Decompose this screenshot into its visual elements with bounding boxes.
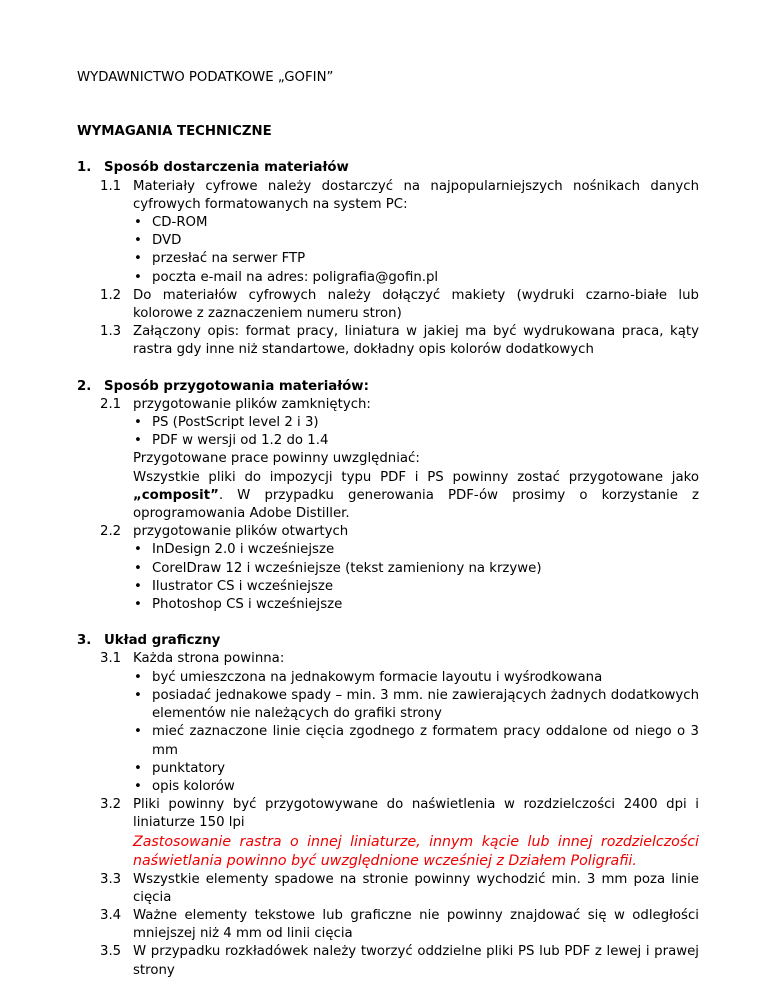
- item-number: 1.2: [100, 287, 122, 303]
- section-heading: [77, 378, 699, 396]
- bullet-text: Ilustrator CS i wcześniejsze: [152, 578, 334, 594]
- list-item: [77, 578, 699, 596]
- bullet-text: Photoshop CS i wcześniejsze: [152, 597, 343, 613]
- list-item: [77, 687, 699, 723]
- item-text: przygotowanie plików otwartych: [133, 524, 349, 540]
- list-item: [77, 760, 699, 778]
- bullet-icon: •: [134, 760, 142, 776]
- item-1-1: [77, 178, 699, 214]
- item-1-2: [77, 287, 699, 323]
- paragraph-text: Wszystkie pliki do impozycji typu PDF i PS powinny zostać przygotowane jako: [133, 469, 699, 485]
- item-number: 3.5: [100, 944, 122, 960]
- paragraph-text: . W przypadku generowania PDF-ów prosimy o korzystanie z oprogramowania Adobe Distiller.: [133, 487, 699, 522]
- list-item: [77, 250, 699, 268]
- bullet-text: PDF w wersji od 1.2 do 1.4: [152, 433, 329, 449]
- list-item: [77, 414, 699, 432]
- section-number: 1.: [77, 160, 92, 176]
- bullet-text: DVD: [152, 233, 182, 249]
- item-number: 2.2: [100, 524, 122, 540]
- item-text: Ważne elementy tekstowe lub graficzne nie powinny znajdować się w odległości mniejszej niż 4 mm od linii cięcia: [133, 907, 699, 942]
- item-text: W przypadku rozkładówek należy tworzyć oddzielne pliki PS lub PDF z lewej i prawej strony: [133, 944, 699, 978]
- section-number: 2.: [77, 378, 92, 394]
- bullet-icon: •: [134, 542, 142, 558]
- bullet-icon: •: [134, 778, 142, 794]
- section-heading: [77, 632, 699, 650]
- list-item: [77, 232, 699, 250]
- list-item: [77, 596, 699, 614]
- bullet-text: CorelDraw 12 i wcześniejsze (tekst zamieniony na krzywe): [152, 560, 542, 576]
- bullet-icon: •: [134, 687, 142, 703]
- bullet-icon: •: [134, 269, 142, 285]
- section-title: Sposób dostarczenia materiałów: [104, 160, 349, 176]
- list-item: [77, 778, 699, 796]
- document-title: WYMAGANIA TECHNICZNE: [77, 124, 272, 140]
- bullet-icon: •: [134, 215, 142, 231]
- bullet-icon: •: [134, 415, 142, 431]
- item-number: 2.1: [100, 396, 122, 412]
- item-number: 3.3: [100, 871, 122, 887]
- item-2-1-note: Przygotowane prace powinny uwzględniać:: [133, 451, 420, 467]
- item-text: przygotowanie plików zamkniętych:: [133, 396, 371, 412]
- bullet-icon: •: [134, 724, 142, 740]
- section-heading: [77, 159, 699, 177]
- item-3-5: [77, 943, 699, 979]
- item-2-1: [77, 396, 699, 414]
- list-item: [77, 432, 699, 450]
- list-item: [77, 560, 699, 578]
- item-number: 1.3: [100, 324, 122, 340]
- bullet-text: PS (PostScript level 2 i 3): [152, 415, 319, 431]
- list-item: [77, 723, 699, 759]
- list-item: [77, 214, 699, 232]
- bullet-icon: •: [134, 251, 142, 267]
- bullet-icon: •: [134, 433, 142, 449]
- item-text: Materiały cyfrowe należy dostarczyć na najpopularniejszych nośnikach danych cyfrowych formatowanych na system PC:: [133, 178, 699, 212]
- item-text: Wszystkie elementy spadowe na stronie powinny wychodzić min. 3 mm poza linie cięcia: [133, 871, 699, 905]
- item-text: Załączony opis: format pracy, liniatura w jakiej ma być wydrukowana praca, kąty rastra gdy inne niż standartowe, dokładny opis kolorów dodatkowych: [133, 324, 699, 358]
- bullet-text: posiadać jednakowe spady – min. 3 mm. nie zawierających żadnych dodatkowych elementów nie należących do grafiki strony: [152, 687, 699, 722]
- item-1-3: [77, 323, 699, 359]
- item-number: 3.2: [100, 797, 122, 813]
- bullet-text: być umieszczona na jednakowym formacie layoutu i wyśrodkowana: [152, 669, 603, 685]
- bullet-icon: •: [134, 578, 142, 594]
- list-item: [77, 541, 699, 559]
- item-3-4: [77, 907, 699, 943]
- document-page: [77, 69, 699, 998]
- item-3-3: [77, 871, 699, 907]
- item-text: Do materiałów cyfrowych należy dołączyć makiety (wydruki czarno-białe lub kolorowe z zaznaczeniem numeru stron): [133, 287, 699, 322]
- item-number: 3.1: [100, 651, 122, 667]
- bullet-text: przesłać na serwer FTP: [152, 251, 306, 267]
- bullet-text: InDesign 2.0 i wcześniejsze: [152, 542, 335, 558]
- warning-note: Zastosowanie rastra o innej liniaturze, innym kącie lub innej rozdzielczości naświetlania powinno być uwzględnione wcześniej z Działem Poligrafii.: [133, 833, 699, 869]
- list-item: [77, 269, 699, 287]
- section-title: Sposób przygotowania materiałów:: [104, 378, 369, 394]
- item-number: 1.1: [100, 178, 122, 194]
- item-text: Pliki powinny być przygotowywane do naświetlenia w rozdzielczości 2400 dpi i liniaturze 150 lpi: [133, 797, 699, 831]
- item-2-1-composit-paragraph: [77, 469, 699, 524]
- bullet-text: mieć zaznaczone linie cięcia zgodnego z formatem pracy oddalone od niego o 3 mm: [152, 724, 699, 758]
- bullet-text: punktatory: [152, 760, 226, 776]
- section-title: Układ graficzny: [104, 633, 221, 649]
- bullet-icon: •: [134, 233, 142, 249]
- item-3-2: [77, 796, 699, 832]
- section-2: [77, 378, 699, 615]
- publisher-line: WYDAWNICTWO PODATKOWE „GOFIN”: [77, 70, 334, 85]
- bullet-icon: •: [134, 560, 142, 576]
- bullet-text: poczta e-mail na adres: poligrafia@gofin.pl: [152, 269, 439, 285]
- item-3-1: [77, 650, 699, 668]
- bullet-icon: •: [134, 669, 142, 685]
- bullet-icon: •: [134, 597, 142, 613]
- emphasis-text: „composit”: [133, 487, 219, 503]
- bullet-text: opis kolorów: [152, 778, 235, 794]
- section-3: [77, 632, 699, 979]
- section-1: [77, 159, 699, 359]
- item-2-2: [77, 523, 699, 541]
- bullet-text: CD-ROM: [152, 215, 208, 231]
- section-number: 3.: [77, 633, 92, 649]
- list-item: [77, 669, 699, 687]
- item-text: Każda strona powinna:: [133, 651, 285, 667]
- item-number: 3.4: [100, 907, 122, 923]
